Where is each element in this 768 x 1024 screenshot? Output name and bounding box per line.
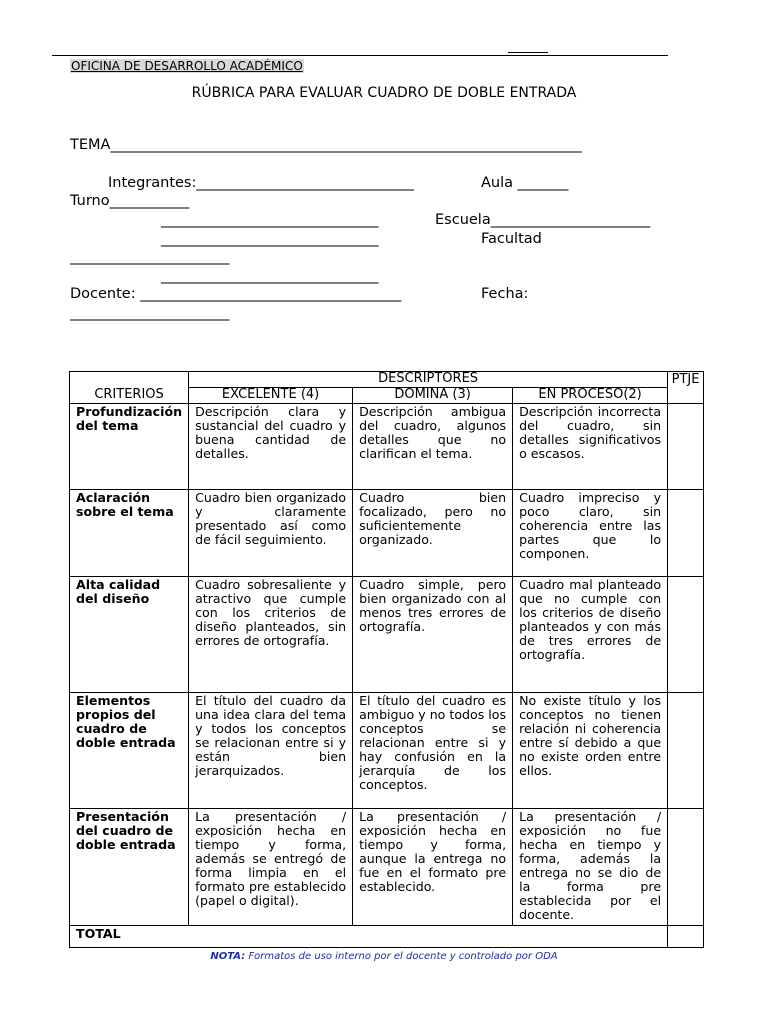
aula-field[interactable]: Aula _______ [481, 175, 569, 191]
top-rule [52, 55, 668, 56]
ptje-header: PTJE [668, 372, 704, 404]
criterios-header-top [70, 372, 189, 388]
criterio-cell: Aclaración sobre el tema [70, 490, 189, 577]
proceso-cell: Cuadro impreciso y poco claro, sin coherencia entre las partes que lo componen. [513, 490, 668, 577]
proceso-cell: Cuadro mal planteado que no cumple con los criterios de diseño planteados y con más de tres errores de ortografía. [513, 577, 668, 693]
fecha-label: Fecha: [481, 286, 529, 302]
table-row [70, 490, 704, 577]
domina-cell: El título del cuadro es ambiguo y no todos los conceptos se relacionan entre si y hay confusión en la jerarquía de los conceptos. [353, 693, 513, 809]
facultad-label: Facultad [481, 231, 542, 247]
excelente-cell: El título del cuadro da una idea clara del tema y todos los conceptos se relacionan entre si y están bien jerarquizados. [189, 693, 353, 809]
total-ptje-cell[interactable] [668, 926, 704, 948]
domina-cell: La presentación / exposición hecha en tiempo y forma, aunque la entrega no fue en el formato pre establecido. [353, 809, 513, 926]
top-rule-short [508, 52, 548, 53]
facultad-field[interactable]: ______________________ [70, 249, 230, 265]
office-label: OFICINA DE DESARROLLO ACADÉMICO [71, 59, 303, 73]
fecha-field[interactable]: ______________________ [70, 305, 230, 321]
criterio-cell: Elementos propios del cuadro de doble entrada [70, 693, 189, 809]
total-label: TOTAL [70, 926, 668, 948]
integrantes-field[interactable]: Integrantes:______________________________ [108, 175, 414, 191]
proceso-cell: Descripción incorrecta del cuadro, sin detalles significativos o escasos. [513, 404, 668, 490]
col-excelente-header: EXCELENTE (4) [189, 388, 353, 404]
proceso-cell: La presentación / exposición no fue hecha en tiempo y forma, además la entrega no se dio de la forma pre establecida por el docente. [513, 809, 668, 926]
nota-label: NOTA: [210, 951, 246, 962]
footer-note [0, 951, 768, 962]
proceso-cell: No existe título y los conceptos no tienen relación ni coherencia entre sí debido a que no existe orden entre ellos. [513, 693, 668, 809]
table-row [70, 809, 704, 926]
escuela-field[interactable]: Escuela______________________ [435, 212, 651, 228]
excelente-cell: Cuadro sobresaliente y atractivo que cumple con los criterios de diseño planteados, sin errores de ortografía. [189, 577, 353, 693]
ptje-cell[interactable] [668, 693, 704, 809]
excelente-cell: Cuadro bien organizado y claramente presentado así como de fácil seguimiento. [189, 490, 353, 577]
table-row [70, 693, 704, 809]
table-row [70, 404, 704, 490]
nota-text: Formatos de uso interno por el docente y controlado por ODA [245, 951, 558, 962]
integrante-line-3[interactable]: ______________________________ [161, 268, 379, 284]
excelente-cell: Descripción clara y sustancial del cuadro y buena cantidad de detalles. [189, 404, 353, 490]
ptje-cell[interactable] [668, 577, 704, 693]
ptje-cell[interactable] [668, 809, 704, 926]
rubric-table [69, 371, 704, 948]
descriptores-header: DESCRIPTORES [189, 372, 668, 388]
criterio-cell: Alta calidad del diseño [70, 577, 189, 693]
tema-field[interactable]: TEMA_________________________________________________________________ [70, 137, 582, 153]
domina-cell: Cuadro bien focalizado, pero no suficientemente organizado. [353, 490, 513, 577]
domina-cell: Descripción ambigua del cuadro, algunos detalles que no clarifican el tema. [353, 404, 513, 490]
turno-field[interactable]: Turno___________ [70, 193, 190, 209]
page-title: RÚBRICA PARA EVALUAR CUADRO DE DOBLE ENTRADA [191, 85, 577, 101]
excelente-cell: La presentación / exposición hecha en tiempo y forma, además se entregó de forma limpia en el formato pre establecido (papel o digital). [189, 809, 353, 926]
integrante-line-2[interactable]: ______________________________ [161, 231, 379, 247]
domina-cell: Cuadro simple, pero bien organizado con al menos tres errores de ortografía. [353, 577, 513, 693]
criterio-cell: Profundización del tema [70, 404, 189, 490]
total-row [70, 926, 704, 948]
integrante-line-1[interactable]: ______________________________ [161, 212, 379, 228]
ptje-cell[interactable] [668, 490, 704, 577]
criterio-cell: Presentación del cuadro de doble entrada [70, 809, 189, 926]
col-proceso-header: EN PROCESO(2) [513, 388, 668, 404]
criterios-header: CRITERIOS [70, 388, 189, 404]
table-row [70, 577, 704, 693]
col-domina-header: DOMINA (3) [353, 388, 513, 404]
docente-field[interactable]: Docente: ____________________________________ [70, 286, 402, 302]
ptje-cell[interactable] [668, 404, 704, 490]
